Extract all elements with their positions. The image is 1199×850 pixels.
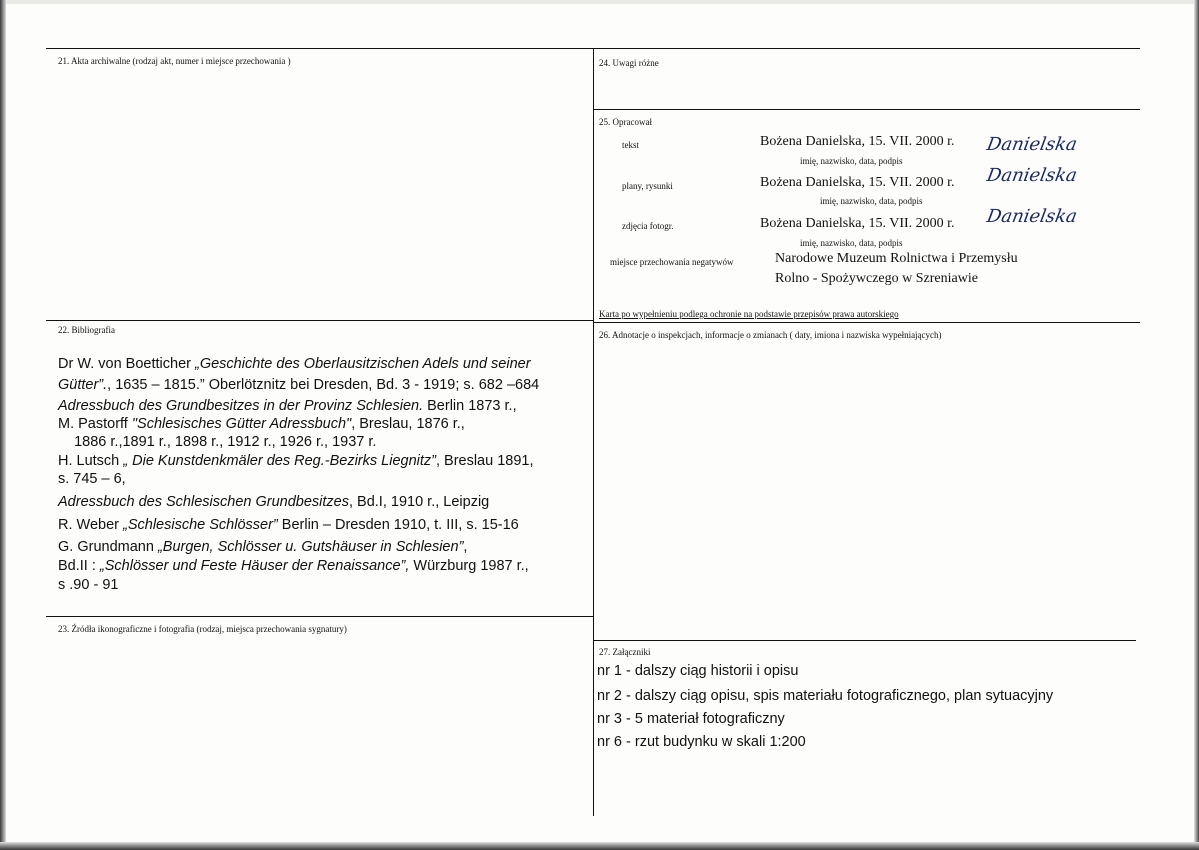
- section-26-label: 26. Adnotacje o inspekcjach, informacje o zmianach ( daty, imiona i nazwiska wypełniających): [599, 330, 942, 340]
- attachment-item: nr 1 - dalszy ciąg historii i opisu: [597, 663, 799, 679]
- storage-key: miejsce przechowania negatywów: [610, 257, 734, 267]
- rule-right-25-26: [594, 322, 1140, 323]
- row-plany-caption: imię, nazwisko, data, podpis: [820, 196, 923, 206]
- rule-left-21-22: [46, 320, 594, 321]
- bibliography-line: Dr W. von Boetticher „Geschichte des Oberlausitzischen Adels und seiner: [58, 356, 531, 372]
- row-tekst-value: Bożena Danielska, 15. VII. 2000 r.: [760, 134, 955, 149]
- signature-zdjecia: Danielska: [985, 206, 1079, 227]
- bibliography-line: M. Pastorff "Schlesisches Gütter Adressbuch", Breslau, 1876 r.,: [58, 416, 465, 432]
- row-tekst-key: tekst: [622, 140, 639, 150]
- rule-left-22-23: [46, 616, 594, 617]
- row-tekst-caption: imię, nazwisko, data, podpis: [800, 156, 903, 166]
- bibliography-line: Adressbuch des Grundbesitzes in der Provinz Schlesien. Berlin 1873 r.,: [58, 398, 517, 414]
- storage-line-1: Narodowe Muzeum Rolnictwa i Przemysłu: [775, 251, 1018, 266]
- attachment-item: nr 2 - dalszy ciąg opisu, spis materiału fotograficznego, plan sytuacyjny: [597, 688, 1054, 704]
- attachment-item: nr 6 - rzut budynku w skali 1:200: [597, 734, 806, 750]
- row-plany-value: Bożena Danielska, 15. VII. 2000 r.: [760, 175, 955, 190]
- bibliography-line: H. Lutsch „ Die Kunstdenkmäler des Reg.-Bezirks Liegnitz”, Breslau 1891,: [58, 453, 534, 469]
- section-23-label: 23. Źródła ikonograficzne i fotografia (rodzaj, miejsca przechowania sygnatury): [58, 624, 347, 634]
- section-21-label: 21. Akta archiwalne (rodzaj akt, numer i miejsce przechowania ): [58, 56, 291, 66]
- bibliography-line: G. Grundmann „Burgen, Schlösser u. Gutshäuser in Schlesien”,: [58, 539, 468, 555]
- bibliography-line: Bd.II : „Schlösser und Feste Häuser der Renaissance”, Würzburg 1987 r.,: [58, 558, 529, 574]
- bibliography-line: Gütter”., 1635 – 1815.” Oberlötznitz bei Dresden, Bd. 3 - 1919; s. 682 –684: [58, 377, 540, 393]
- bibliography-line: R. Weber „Schlesische Schlösser” Berlin – Dresden 1910, t. III, s. 15-16: [58, 517, 519, 533]
- storage-line-2: Rolno - Spożywczego w Szreniawie: [775, 271, 978, 286]
- row-plany-key: plany, rysunki: [622, 181, 673, 191]
- bibliography-line: 1886 r.,1891 r., 1898 r., 1912 r., 1926 r., 1937 r.: [58, 434, 377, 450]
- row-zdjecia-caption: imię, nazwisko, data, podpis: [800, 238, 903, 248]
- section-25-label: 25. Opracował: [599, 117, 652, 127]
- scan-edge-right: [1194, 0, 1199, 850]
- bibliography-line: s. 745 – 6,: [58, 471, 126, 487]
- bibliography-line: Adressbuch des Schlesischen Grundbesitzes, Bd.I, 1910 r., Leipzig: [58, 494, 490, 510]
- signature-tekst: Danielska: [985, 134, 1079, 155]
- scan-edge-bottom: [0, 842, 1199, 850]
- section-24-label: 24. Uwagi różne: [599, 58, 659, 68]
- attachment-item: nr 3 - 5 materiał fotograficzny: [597, 711, 785, 727]
- rule-right-26-27: [594, 640, 1136, 641]
- row-zdjecia-key: zdjęcia fotogr.: [622, 221, 674, 231]
- section-27-label: 27. Załączniki: [599, 647, 651, 657]
- bibliography-line: s .90 - 91: [58, 577, 119, 593]
- copyright-note: Karta po wypełnieniu podlega ochronie na podstawie przepisów prawa autorskiego: [599, 309, 899, 319]
- scan-edge-left: [0, 0, 6, 850]
- row-zdjecia-value: Bożena Danielska, 15. VII. 2000 r.: [760, 216, 955, 231]
- rule-24-25: [594, 109, 1140, 110]
- signature-plany: Danielska: [985, 165, 1079, 186]
- section-22-label: 22. Bibliografia: [58, 325, 115, 335]
- center-divider: [593, 48, 594, 816]
- scan-edge-top: [0, 0, 1199, 4]
